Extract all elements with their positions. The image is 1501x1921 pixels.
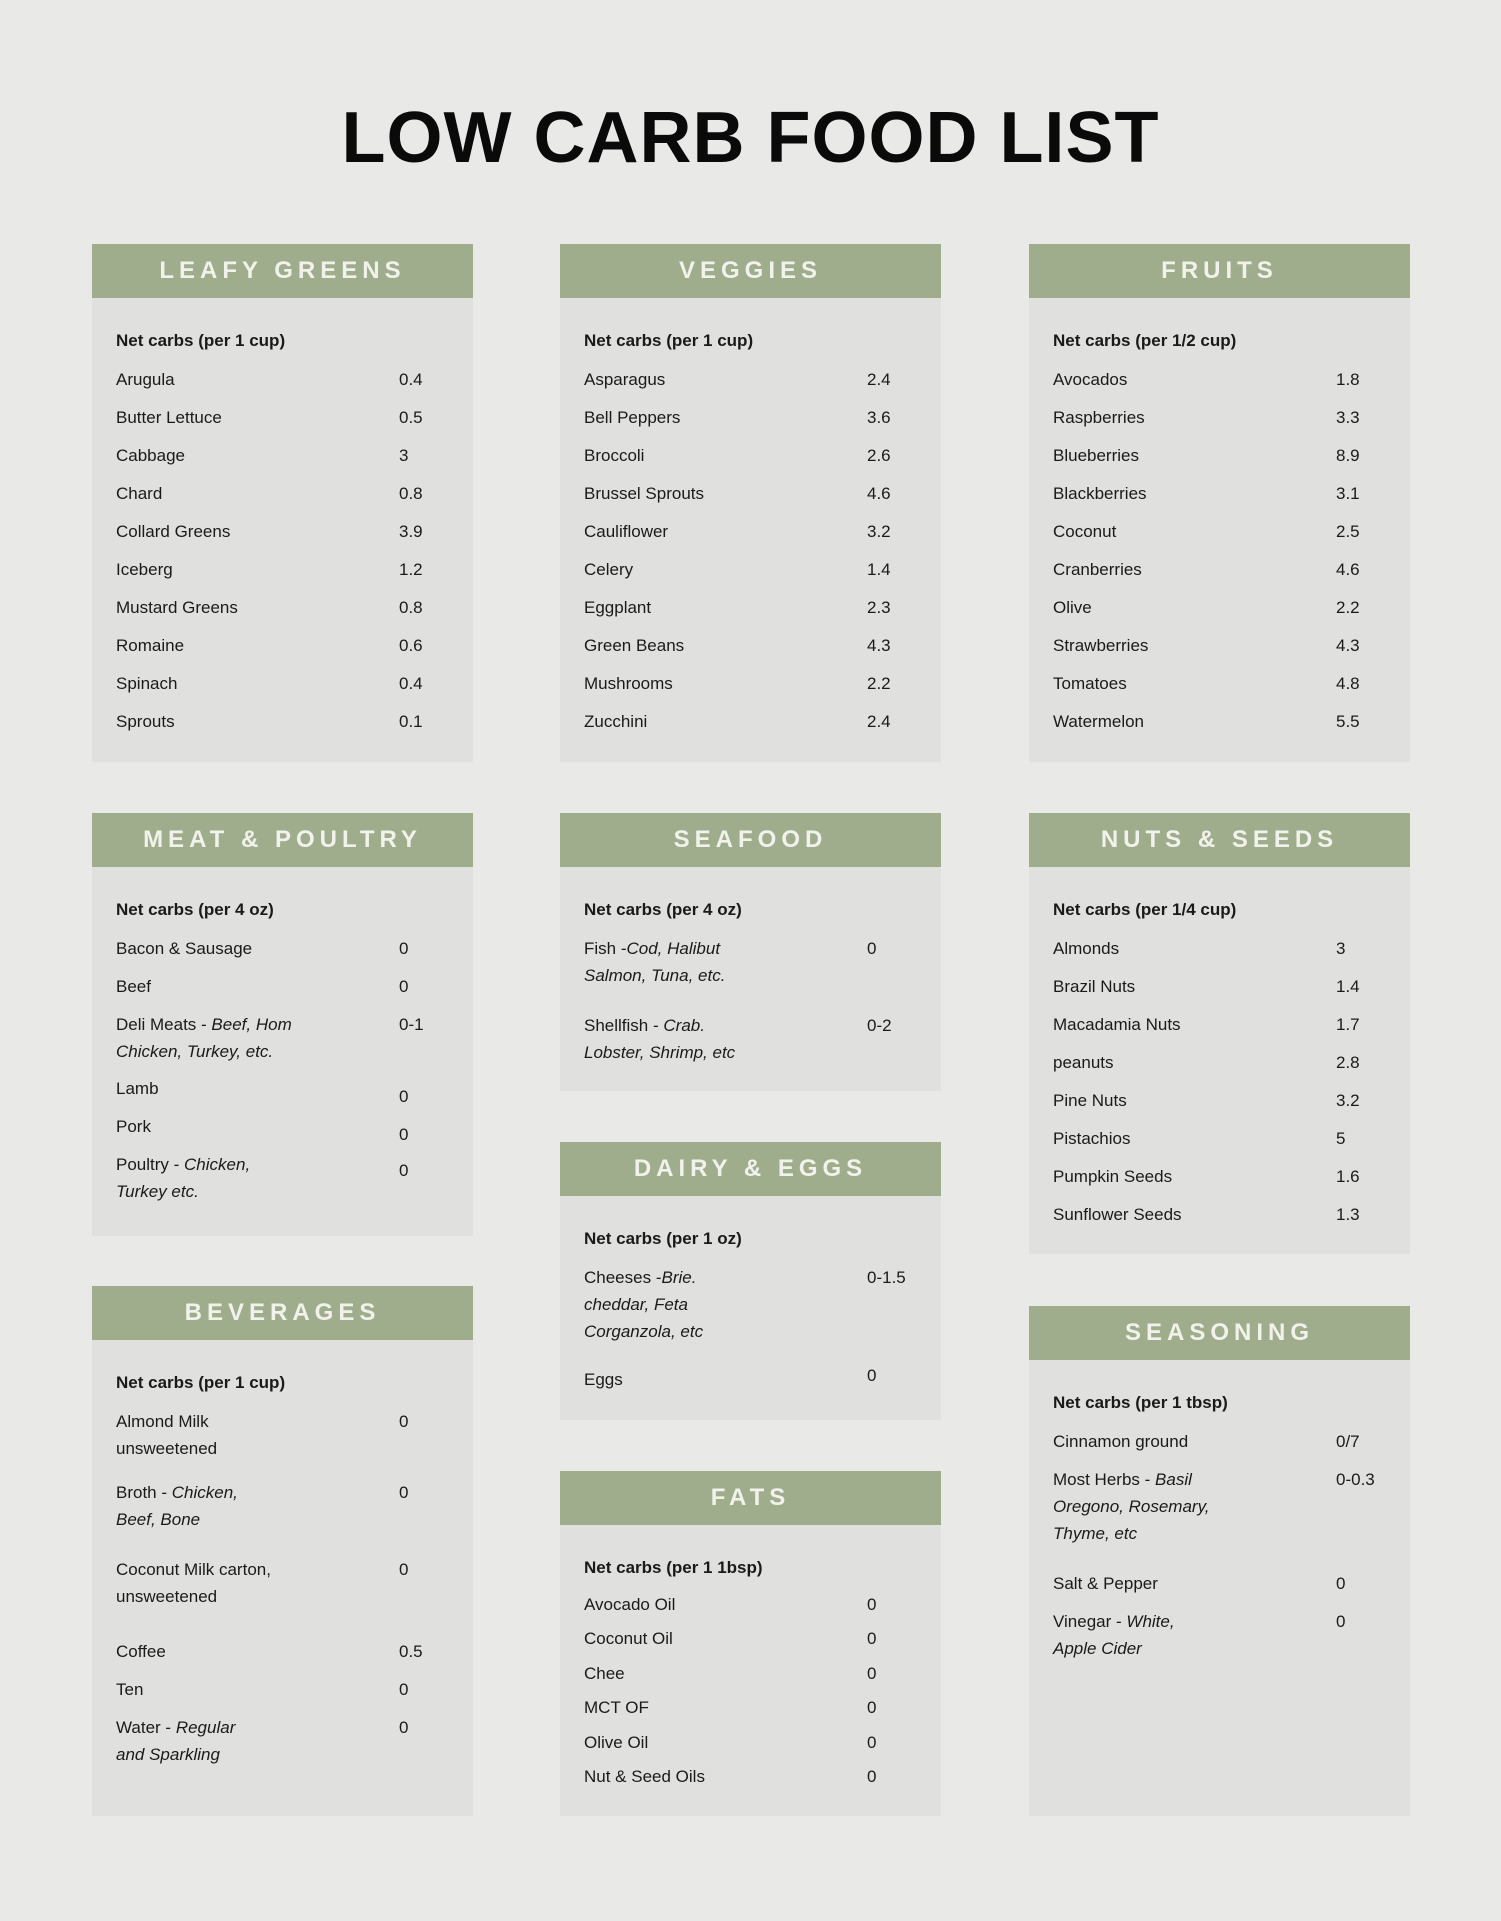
nuts-net: Net carbs (per 1/4 cup) [1053, 900, 1237, 919]
item-value: 3.2 [1336, 1090, 1360, 1110]
item-value: 0.5 [399, 407, 423, 427]
item-name: Strawberries [1053, 635, 1149, 655]
list-item [116, 1479, 449, 1556]
item-name: Coconut [1053, 521, 1117, 541]
list-item [584, 550, 917, 588]
item-name: Chard [116, 483, 163, 503]
list-item [116, 474, 449, 512]
item-name: Watermelon [1053, 711, 1145, 731]
item-name: peanuts [1053, 1052, 1114, 1072]
list-item [584, 1691, 917, 1726]
list-item [584, 398, 917, 436]
list-item [116, 967, 449, 1005]
item-name: Almond Milk unsweetened [116, 1412, 218, 1458]
list-item [1053, 967, 1386, 1005]
item-value: 0.8 [399, 597, 423, 617]
item-name: Vinegar - White, Apple Cider [1053, 1612, 1175, 1658]
list-item [116, 1632, 449, 1670]
item-name: Butter Lettuce [116, 407, 222, 427]
item-name: Lamb [116, 1079, 159, 1098]
item-value: 4.6 [1336, 559, 1360, 579]
item-value: 0-1 [399, 1015, 424, 1034]
beverages-net: Net carbs (per 1 cup) [116, 1373, 286, 1392]
item-value: 0-2 [867, 1016, 892, 1035]
seafood-card [560, 813, 941, 1091]
item-value: 2.8 [1336, 1052, 1360, 1072]
item-value: 0-0.3 [1336, 1470, 1375, 1489]
item-value: 0.6 [399, 635, 423, 655]
list-item [116, 360, 449, 398]
item-name: Most Herbs - Basil Oregono, Rosemary, Thyme, etc [1053, 1470, 1210, 1543]
item-value: 0 [399, 1125, 409, 1144]
item-name: Macadamia Nuts [1053, 1014, 1181, 1034]
item-value: 0 [399, 1412, 409, 1431]
item-value: 2.2 [1336, 597, 1360, 617]
item-name: Fish -Cod, Halibut Salmon, Tuna, etc. [584, 939, 726, 985]
meat-header: MEAT & POULTRY [92, 813, 473, 867]
item-value: 4.3 [867, 635, 891, 655]
item-name: Deli Meats - Beef, Hom Chicken, Turkey, etc. [116, 1015, 292, 1061]
list-item [1053, 1043, 1386, 1081]
item-name: Pork [116, 1117, 151, 1136]
list-item [584, 436, 917, 474]
veggies-card [560, 244, 941, 762]
item-value: 0 [867, 1366, 877, 1385]
item-value: 0 [867, 1663, 877, 1683]
item-name: Olive [1053, 597, 1092, 617]
fats-header: FATS [560, 1471, 941, 1525]
list-item [1053, 1119, 1386, 1157]
fruits-card [1029, 244, 1410, 762]
meat-net: Net carbs (per 4 oz) [116, 900, 274, 919]
item-value: 2.4 [867, 369, 891, 389]
page-title: LOW CARB FOOD LIST [341, 98, 1160, 178]
fats-card [560, 1471, 941, 1816]
item-value: 0 [1336, 1612, 1346, 1631]
list-item [584, 626, 917, 664]
item-name: Salt & Pepper [1053, 1573, 1158, 1593]
list-item [116, 664, 449, 702]
item-value: 0.1 [399, 711, 423, 731]
list-item [584, 1760, 917, 1795]
item-name: Nut & Seed Oils [584, 1767, 705, 1787]
item-value: 0.4 [399, 369, 423, 389]
item-name: Water - Regular and Sparkling [116, 1718, 236, 1764]
item-value: 2.6 [867, 445, 891, 465]
item-value: 0 [867, 1767, 877, 1787]
item-value: 8.9 [1336, 445, 1360, 465]
item-name: Pumpkin Seeds [1053, 1166, 1173, 1186]
item-name: Spinach [116, 673, 178, 693]
list-item [116, 436, 449, 474]
seasoning-header: SEASONING [1029, 1306, 1410, 1360]
item-name: Cheeses -Brie. cheddar, Feta Corganzola, etc [584, 1268, 704, 1341]
list-item [1053, 474, 1386, 512]
leafy-greens-net: Net carbs (per 1 cup) [116, 331, 286, 350]
item-name: Sprouts [116, 711, 175, 731]
item-name: Avocado Oil [584, 1594, 676, 1614]
item-value: 0 [867, 1629, 877, 1649]
list-item [116, 1005, 449, 1073]
item-value: 5.5 [1336, 711, 1360, 731]
list-item [584, 588, 917, 626]
item-value: 1.3 [1336, 1204, 1360, 1224]
leafy-greens-header: LEAFY GREENS [92, 244, 473, 298]
item-value: 1.6 [1336, 1166, 1360, 1186]
list-item [1053, 929, 1386, 967]
item-value: 0 [867, 1594, 877, 1614]
meat-card [92, 813, 473, 1236]
list-item [116, 1670, 449, 1708]
item-name: Olive Oil [584, 1732, 649, 1752]
item-name: Romaine [116, 635, 185, 655]
item-name: Mustard Greens [116, 597, 238, 617]
item-name: Raspberries [1053, 407, 1145, 427]
list-item [1053, 702, 1386, 740]
list-item [584, 1006, 917, 1066]
item-value: 3.6 [867, 407, 891, 427]
dairy-card [560, 1142, 941, 1420]
item-name: Arugula [116, 369, 175, 389]
item-value: 4.6 [867, 483, 891, 503]
item-value: 0 [867, 1698, 877, 1718]
item-name: Eggplant [584, 597, 652, 617]
list-item [1053, 360, 1386, 398]
list-item [584, 1362, 917, 1393]
item-value: 0.4 [399, 673, 423, 693]
list-item [116, 626, 449, 664]
list-item [584, 474, 917, 512]
list-item [1053, 588, 1386, 626]
item-value: 3 [399, 445, 409, 465]
item-value: 0 [399, 938, 409, 958]
item-value: 1.7 [1336, 1014, 1360, 1034]
beverages-card [92, 1286, 473, 1816]
item-value: 2.4 [867, 711, 891, 731]
item-name: Celery [584, 559, 634, 579]
seafood-net: Net carbs (per 4 oz) [584, 900, 742, 919]
item-value: 0 [399, 1679, 409, 1699]
list-item [116, 1402, 449, 1479]
list-item [584, 929, 917, 1006]
leafy-greens-card [92, 244, 473, 762]
list-item [1053, 1602, 1386, 1662]
list-item [584, 1725, 917, 1760]
item-value: 3.9 [399, 521, 423, 541]
item-name: Avocados [1053, 369, 1128, 389]
seasoning-net: Net carbs (per 1 tbsp) [1053, 1393, 1228, 1412]
list-item [116, 550, 449, 588]
item-name: Blueberries [1053, 445, 1139, 465]
veggies-net: Net carbs (per 1 cup) [584, 331, 754, 350]
item-name: Broth - Chicken, Beef, Bone [116, 1483, 238, 1529]
item-value: 4.8 [1336, 673, 1360, 693]
item-name: Eggs [584, 1370, 623, 1389]
item-value: 1.8 [1336, 369, 1360, 389]
item-name: Green Beans [584, 635, 685, 655]
list-item [1053, 626, 1386, 664]
item-name: Blackberries [1053, 483, 1147, 503]
item-value: 5 [1336, 1128, 1346, 1148]
item-name: Pistachios [1053, 1128, 1131, 1148]
list-item [584, 702, 917, 740]
item-value: 3 [1336, 938, 1346, 958]
item-name: Sunflower Seeds [1053, 1204, 1182, 1224]
item-name: Coffee [116, 1641, 166, 1661]
item-name: Coconut Milk carton, unsweetened [116, 1560, 271, 1606]
item-value: 0 [399, 1718, 409, 1737]
list-item [116, 1556, 449, 1632]
item-name: Cauliflower [584, 521, 669, 541]
beverages-header: BEVERAGES [92, 1286, 473, 1340]
list-item [584, 664, 917, 702]
list-item [1053, 1195, 1386, 1233]
list-item [116, 929, 449, 967]
item-name: Pine Nuts [1053, 1090, 1127, 1110]
item-value: 0 [399, 1087, 409, 1106]
list-item [1053, 1564, 1386, 1602]
fruits-header: FRUITS [1029, 244, 1410, 298]
item-name: Cinnamon ground [1053, 1431, 1189, 1451]
item-value: 2.3 [867, 597, 891, 617]
list-item [1053, 1081, 1386, 1119]
fats-net: Net carbs (per 1 1bsp) [584, 1558, 763, 1577]
list-item [1053, 398, 1386, 436]
veggies-header: VEGGIES [560, 244, 941, 298]
list-item [116, 398, 449, 436]
item-name: Tomatoes [1053, 673, 1127, 693]
item-name: Mushrooms [584, 673, 673, 693]
list-item [584, 1656, 917, 1691]
list-item [116, 512, 449, 550]
fruits-net: Net carbs (per 1/2 cup) [1053, 331, 1237, 350]
item-name: MCT OF [584, 1698, 649, 1718]
list-item [1053, 1005, 1386, 1043]
item-name: Collard Greens [116, 521, 231, 541]
item-value: 1.4 [1336, 976, 1360, 996]
item-value: 1.2 [399, 559, 423, 579]
dairy-net: Net carbs (per 1 oz) [584, 1229, 742, 1248]
item-value: 0-1.5 [867, 1268, 906, 1287]
list-item [584, 1587, 917, 1622]
list-item [584, 1622, 917, 1657]
item-value: 3.1 [1336, 483, 1360, 503]
seafood-header: SEAFOOD [560, 813, 941, 867]
item-name: Broccoli [584, 445, 645, 465]
item-name: Brussel Sprouts [584, 483, 704, 503]
item-value: 2.2 [867, 673, 891, 693]
item-value: 2.5 [1336, 521, 1360, 541]
item-name: Cabbage [116, 445, 186, 465]
item-name: Brazil Nuts [1053, 976, 1136, 996]
seasoning-card [1029, 1306, 1410, 1816]
item-name: Poultry - Chicken, Turkey etc. [116, 1155, 251, 1201]
list-item [116, 1708, 449, 1768]
list-item [116, 702, 449, 740]
item-value: 0.8 [399, 483, 423, 503]
item-name: Beef [116, 976, 151, 996]
item-name: Almonds [1053, 938, 1120, 958]
dairy-header: DAIRY & EGGS [560, 1142, 941, 1196]
list-item [1053, 664, 1386, 702]
list-item [116, 1073, 449, 1111]
item-name: Zucchini [584, 711, 648, 731]
list-item [584, 1258, 917, 1362]
list-item [116, 1149, 449, 1205]
list-item [584, 360, 917, 398]
item-name: Ten [116, 1679, 144, 1699]
list-item [1053, 512, 1386, 550]
item-value: 0 [399, 976, 409, 996]
item-name: Shellfish - Crab. Lobster, Shrimp, etc [584, 1016, 736, 1062]
item-name: Bell Peppers [584, 407, 681, 427]
item-name: Coconut Oil [584, 1629, 673, 1649]
item-value: 4.3 [1336, 635, 1360, 655]
item-value: 0 [399, 1560, 409, 1579]
item-name: Iceberg [116, 559, 173, 579]
item-name: Asparagus [584, 369, 666, 389]
item-name: Chee [584, 1663, 625, 1683]
item-name: Bacon & Sausage [116, 938, 253, 958]
item-value: 1.4 [867, 559, 891, 579]
list-item [584, 512, 917, 550]
list-item [1053, 1157, 1386, 1195]
list-item [1053, 436, 1386, 474]
item-value: 0 [399, 1483, 409, 1502]
item-value: 3.3 [1336, 407, 1360, 427]
nuts-header: NUTS & SEEDS [1029, 813, 1410, 867]
list-item [116, 1111, 449, 1149]
list-item [116, 588, 449, 626]
item-value: 0/7 [1336, 1431, 1360, 1451]
item-value: 0 [867, 939, 877, 958]
item-value: 3.2 [867, 521, 891, 541]
list-item [1053, 1422, 1386, 1460]
list-item [1053, 550, 1386, 588]
item-value: 0.5 [399, 1641, 423, 1661]
list-item [1053, 1460, 1386, 1564]
nuts-card [1029, 813, 1410, 1254]
item-value: 0 [399, 1161, 409, 1180]
item-value: 0 [867, 1732, 877, 1752]
item-name: Cranberries [1053, 559, 1142, 579]
item-value: 0 [1336, 1573, 1346, 1593]
